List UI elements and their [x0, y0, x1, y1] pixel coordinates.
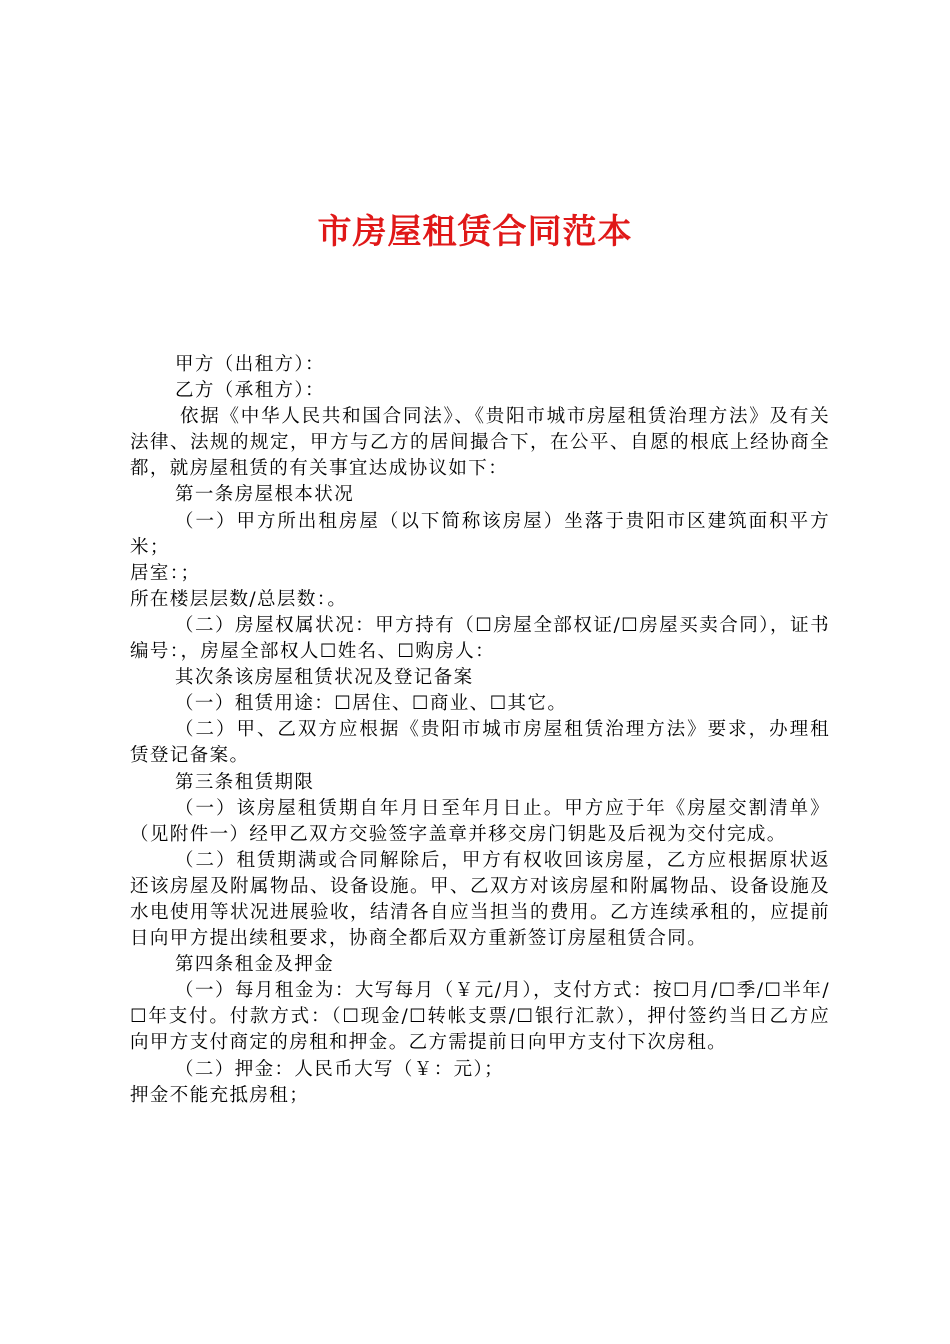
section-heading: 第三条租赁期限 [175, 771, 315, 793]
paragraph: 依据《中华人民共和国合同法》、《贵阳市城市房屋租赁治理方法》及有关法律、法规的规定，甲方与乙方的居间撮合下，在公平、自愿的根底上经协商全都，就房屋租赁的有关事宜达成协议如下： [130, 406, 830, 480]
paragraph: 居室：； [130, 562, 201, 584]
paragraph: （一）该房屋租赁期自年月日至年月日止。甲方应于年《房屋交割清单》（见附件一）经甲乙双方交验签字盖章并移交房门钥匙及后视为交付完成。 [130, 797, 830, 845]
paragraph: （一）甲方所出租房屋（以下简称该房屋）坐落于贵阳市区建筑面积平方米； [130, 510, 830, 558]
paragraph: （二）房屋权属状况：甲方持有（☐房屋全部权证/☐房屋买卖合同），证书编号：，房屋全部权人☐姓名、☐购房人： [130, 614, 830, 663]
paragraph: （一）租赁用途：☐居住、☐商业、☐其它。 [175, 693, 568, 715]
paragraph: （二）押金：人民币大写（￥：元）； [175, 1058, 505, 1080]
paragraph: 押金不能充抵房租； [130, 1084, 310, 1106]
section-heading: 第四条租金及押金 [175, 954, 335, 976]
section-heading: 其次条该房屋租赁状况及登记备案 [175, 667, 474, 689]
document-body [130, 352, 830, 1109]
paragraph: （一）每月租金为：大写每月（￥元/月），支付方式：按☐月/☐季/☐半年/☐年支付。付款方式：（☐现金/☐转帐支票/☐银行汇款），押付签约当日乙方应向甲方支付商定的房租和押金。乙方需提前日向甲方支付下次房租。 [130, 980, 830, 1054]
paragraph: 甲方（出租方）： [175, 354, 325, 375]
paragraph: 乙方（承租方）： [175, 380, 325, 402]
paragraph: （二）租赁期满或合同解除后，甲方有权收回该房屋，乙方应根据原状返还该房屋及附属物品、设备设施。甲、乙双方对该房屋和附属物品、设备设施及水电使用等状况进展验收，结清各自应当担当的费用。乙方连续承租的，应提前日向甲方提出续租要求，协商全都后双方重新签订房屋租赁合同。 [130, 849, 830, 950]
paragraph: （二）甲、乙双方应根据《贵阳市城市房屋租赁治理方法》要求，办理租赁登记备案。 [130, 719, 830, 767]
section-heading: 第一条房屋根本状况 [175, 484, 355, 506]
document-title: 市房屋租赁合同范本 [317, 212, 633, 252]
paragraph: 所在楼层层数/总层数：。 [130, 588, 348, 610]
